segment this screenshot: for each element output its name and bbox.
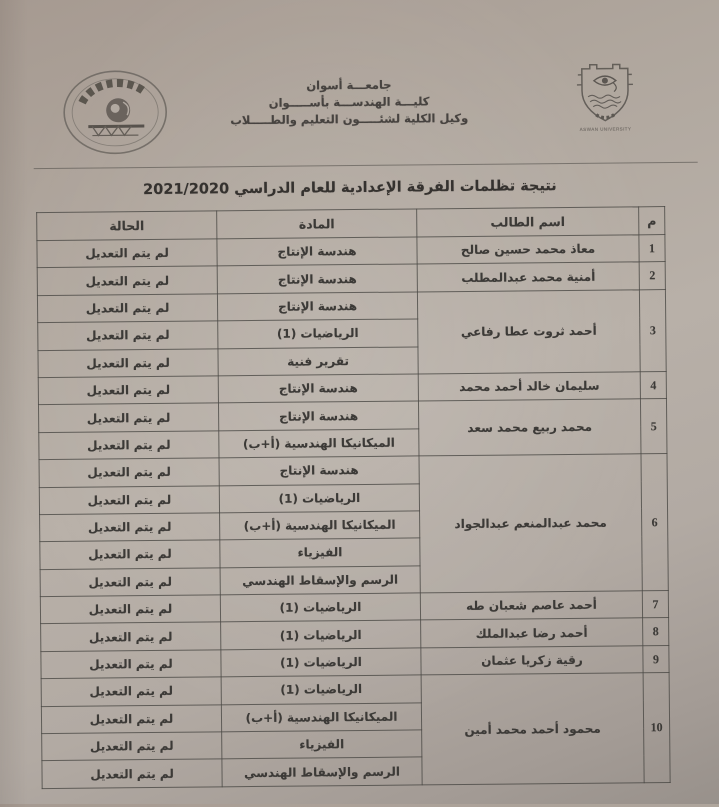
subject-cell: الفيزياء: [221, 538, 421, 567]
status-cell: لم يتم التعديل: [43, 732, 223, 761]
student-name-cell: محمد ربيع محمد سعد: [419, 399, 642, 456]
col-header-student-name: اسم الطالب: [418, 207, 640, 237]
subject-cell: الميكانيكا الهندسية (أ+ب): [220, 429, 420, 458]
row-number: 7: [643, 591, 669, 619]
subject-cell: هندسة الإنتاج: [218, 237, 418, 266]
status-cell: لم يتم التعديل: [38, 266, 218, 295]
status-cell: لم يتم التعديل: [42, 622, 222, 651]
aswan-university-emblem-logo: [565, 60, 648, 134]
subject-cell: الرسم والإسقاط الهندسي: [223, 757, 423, 786]
subject-cell: الرياضيات (1): [221, 593, 421, 622]
row-number: 5: [641, 399, 668, 454]
status-cell: لم يتم التعديل: [41, 568, 221, 597]
subject-cell: الرياضيات (1): [222, 675, 422, 704]
subject-cell: تقرير فنية: [219, 346, 419, 375]
row-number: 10: [644, 673, 671, 783]
subject-cell: هندسة الإنتاج: [218, 264, 418, 293]
subject-cell: هندسة الإنتاج: [218, 292, 418, 321]
results-tbody: [38, 235, 671, 789]
col-header-number: م: [640, 207, 666, 235]
seal-graphic: [61, 68, 172, 157]
table-row: [42, 673, 670, 706]
row-number: 9: [644, 645, 670, 673]
table-row: [39, 399, 667, 432]
status-cell: لم يتم التعديل: [42, 650, 222, 679]
student-name-cell: محمد عبدالمنعم عبدالجواد: [420, 454, 643, 593]
student-name-cell: أمنية محمد عبدالمطلب: [418, 262, 640, 292]
table-row: [38, 289, 666, 322]
row-number: 8: [644, 618, 670, 646]
status-cell: لم يتم التعديل: [41, 540, 221, 569]
header-divider-line: [35, 162, 699, 170]
status-cell: لم يتم التعديل: [40, 485, 220, 514]
table-row: [40, 454, 668, 487]
status-cell: لم يتم التعديل: [41, 595, 221, 624]
subject-cell: هندسة الإنتاج: [220, 456, 420, 485]
col-header-subject: المادة: [218, 209, 418, 239]
row-number: 3: [640, 289, 667, 371]
col-header-status: الحالة: [38, 211, 218, 241]
row-number: 4: [641, 372, 667, 400]
student-name-cell: معاذ محمد حسين صالح: [418, 235, 640, 265]
emblem-caption: ASWAN UNIVERSITY: [574, 127, 638, 132]
status-cell: لم يتم التعديل: [38, 294, 218, 323]
subject-cell: الميكانيكا الهندسية (أ+ب): [221, 511, 421, 540]
subject-cell: الرياضيات (1): [220, 483, 420, 512]
student-name-cell: محمود أحمد محمد أمين: [422, 673, 645, 785]
faculty-of-engineering-seal-logo: [61, 68, 172, 157]
subject-cell: الفيزياء: [223, 730, 423, 759]
status-cell: لم يتم التعديل: [43, 759, 223, 788]
subject-cell: الرياضيات (1): [222, 648, 422, 677]
status-cell: لم يتم التعديل: [40, 458, 220, 487]
subject-cell: الرسم والإسقاط الهندسي: [221, 566, 421, 595]
student-name-cell: سليمان خالد أحمد محمد: [419, 372, 641, 402]
row-number: 1: [640, 235, 666, 263]
org-line-university: جامعـــة أسوان: [180, 75, 520, 95]
student-name-cell: أحمد رضا عبدالملك: [422, 618, 644, 648]
status-cell: لم يتم التعديل: [38, 239, 218, 268]
org-line-faculty: كليـــة الهندســـة بأســـــوان: [180, 92, 520, 112]
row-number: 6: [642, 454, 669, 591]
org-line-vice-dean: وكيل الكلية لشئـــــون التعليم والطـــــلاب: [180, 109, 520, 129]
status-cell: لم يتم التعديل: [40, 431, 220, 460]
student-name-cell: أحمد عاصم شعبان طه: [421, 591, 643, 621]
status-cell: لم يتم التعديل: [39, 403, 219, 432]
row-number: 2: [640, 262, 666, 290]
status-cell: لم يتم التعديل: [42, 704, 222, 733]
subject-cell: الرياضيات (1): [219, 319, 419, 348]
subject-cell: هندسة الإنتاج: [219, 401, 419, 430]
results-table: [37, 206, 672, 789]
status-cell: لم يتم التعديل: [39, 376, 219, 405]
student-name-cell: رقية زكريا عثمان: [422, 646, 644, 676]
status-cell: لم يتم التعديل: [39, 321, 219, 350]
subject-cell: الميكانيكا الهندسية (أ+ب): [222, 703, 422, 732]
subject-cell: الرياضيات (1): [222, 620, 422, 649]
subject-cell: هندسة الإنتاج: [219, 374, 419, 403]
status-cell: لم يتم التعديل: [42, 677, 222, 706]
org-header-block: [180, 75, 520, 129]
status-cell: لم يتم التعديل: [41, 513, 221, 542]
status-cell: لم يتم التعديل: [39, 348, 219, 377]
page-title: نتيجة تظلمات الفرقة الإعدادية للعام الدراسي 2021/2020: [37, 177, 665, 199]
student-name-cell: أحمد ثروت عطا رفاعي: [418, 290, 641, 374]
emblem-graphic: [569, 60, 644, 127]
